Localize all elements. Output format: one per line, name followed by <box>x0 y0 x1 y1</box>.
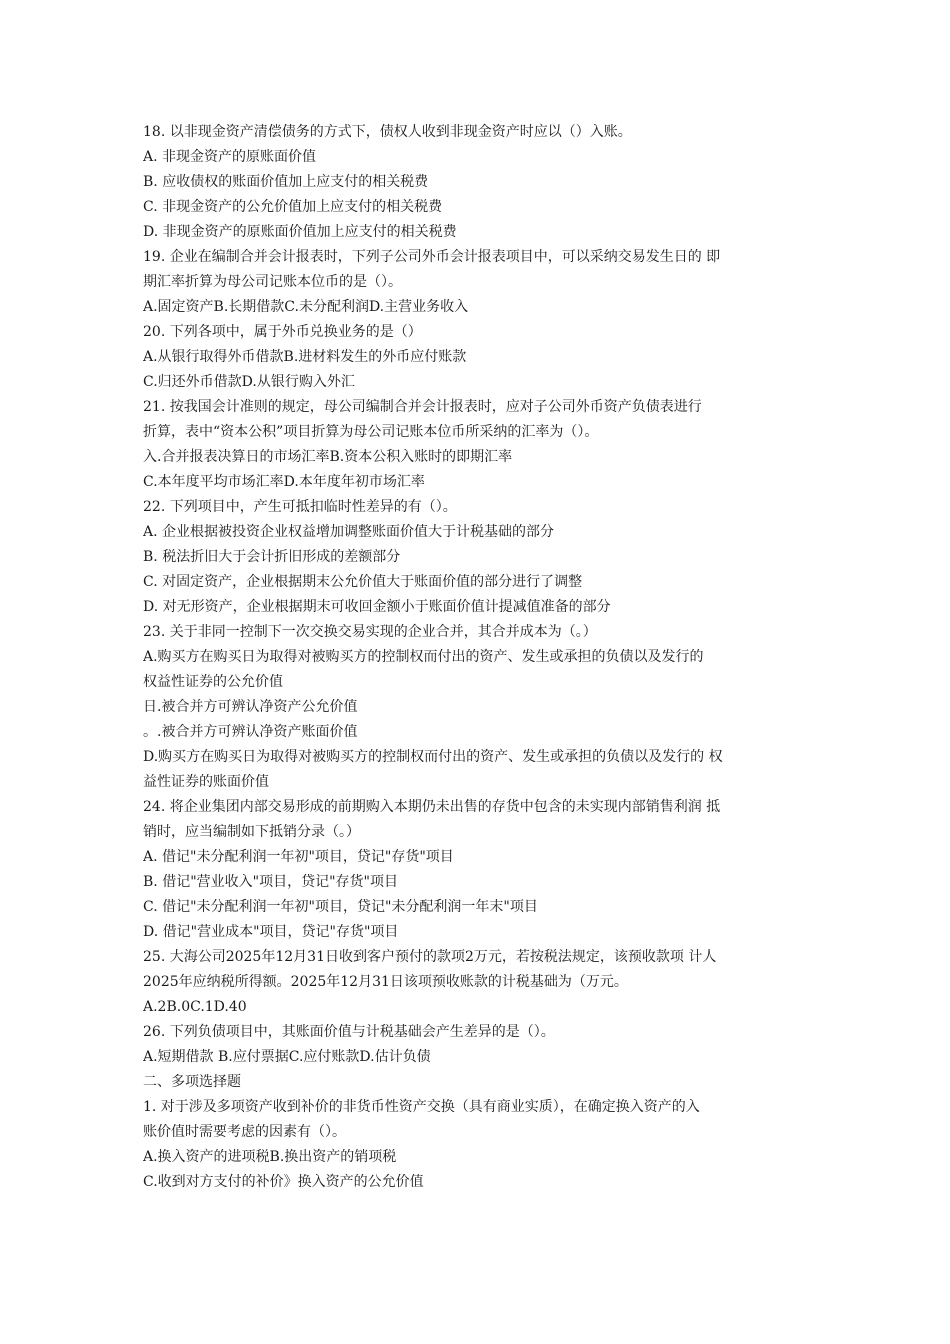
text-line: D. 借记"营业成本"项目，贷记"存货"项目 <box>143 924 399 940</box>
text-line: A. 非现金资产的原账面价值 <box>143 149 317 165</box>
text-line: C.收到对方支付的补价》换入资产的公允价值 <box>143 1174 424 1190</box>
text-line: C. 借记"未分配利润一年初"项目，贷记"未分配利润一年末"项目 <box>143 899 538 915</box>
text-line: C. 非现金资产的公允价值加上应支付的相关税费 <box>143 199 443 215</box>
text-line: B. 应收债权的账面价值加上应支付的相关税费 <box>143 174 429 190</box>
text-line: 期汇率折算为母公司记账本位币的是（）。 <box>143 274 402 290</box>
text-line: C.归还外币借款D.从银行购入外汇 <box>143 374 355 390</box>
text-line: A. 借记"未分配利润一年初"项目，贷记"存货"项目 <box>143 849 454 865</box>
text-line: 。.被合并方可辨认净资产账面价值 <box>143 724 358 740</box>
text-line: D. 非现金资产的原账面价值加上应支付的相关税费 <box>143 224 457 240</box>
text-line: B. 税法折旧大于会计折旧形成的差额部分 <box>143 549 401 565</box>
text-line: 账价值时需要考虑的因素有（）。 <box>143 1124 346 1140</box>
text-line: D.购买方在购买日为取得对被购买方的控制权而付出的资产、发生或承担的负债以及发行的 权 <box>143 749 723 765</box>
text-line: D. 对无形资产，企业根据期末可收回金额小于账面价值计提减值准备的部分 <box>143 599 611 615</box>
text-line: A.换入资产的进项税B.换出资产的销项税 <box>143 1149 397 1165</box>
document-body <box>143 120 810 1195</box>
text-line: 二、多项选择题 <box>143 1074 241 1090</box>
text-line: 销时，应当编制如下抵销分录（。） <box>143 824 360 840</box>
text-line: 2025年应纳税所得额。2025年12月31日该项预收账款的计税基础为（万元。 <box>143 974 628 990</box>
text-line: 19. 企业在编制合并会计报表时，下列子公司外币会计报表项目中，可以采纳交易发生日的 即 <box>143 249 721 265</box>
text-line: 日.被合并方可辨认净资产公允价值 <box>143 699 358 715</box>
text-line: A.2B.0C.1D.40 <box>143 999 247 1015</box>
text-line: A.固定资产B.长期借款C.未分配利润D.主营业务收入 <box>143 299 469 315</box>
text-line: 18. 以非现金资产清偿债务的方式下，债权人收到非现金资产时应以（）入账。 <box>143 124 632 140</box>
text-line: 入.合并报表决算日的市场汇率B.资本公积入账时的即期汇率 <box>143 449 513 465</box>
text-line: 21. 按我国会计准则的规定，母公司编制合并会计报表时，应对子公司外币资产负债表进行 <box>143 399 702 415</box>
text-line: 益性证券的账面价值 <box>143 774 269 790</box>
text-line: C.本年度平均市场汇率D.本年度年初市场汇率 <box>143 474 425 490</box>
text-line: 1. 对于涉及多项资产收到补价的非货币性资产交换（具有商业实质），在确定换入资产的入 <box>143 1099 700 1115</box>
text-line: A.短期借款 B.应付票据C.应付账款D.估计负债 <box>143 1049 431 1065</box>
text-line: A.购买方在购买日为取得对被购买方的控制权而付出的资产、发生或承担的负债以及发行的 <box>143 649 704 665</box>
text-line: 权益性证券的公允价值 <box>143 674 283 690</box>
text-line: 24. 将企业集团内部交易形成的前期购入本期仍未出售的存货中包含的未实现内部销售利润 抵 <box>143 799 721 815</box>
text-line: 26. 下列负债项目中，其账面价值与计税基础会产生差异的是（）。 <box>143 1024 555 1040</box>
text-line: 25. 大海公司2025年12月31日收到客户预付的款项2万元，若按税法规定，该预收款项 计人 <box>143 949 717 965</box>
text-line: A.从银行取得外币借款B.进材料发生的外币应付账款 <box>143 349 467 365</box>
text-line: 20. 下列各项中，属于外币兑换业务的是（） <box>143 324 422 340</box>
text-line: B. 借记"营业收入"项目，贷记"存货"项目 <box>143 874 398 890</box>
text-line: 折算，表中“资本公积”项目折算为母公司记账本位币所采纳的汇率为（）。 <box>143 424 599 440</box>
text-line: A. 企业根据被投资企业权益增加调整账面价值大于计税基础的部分 <box>143 524 555 540</box>
text-line: C. 对固定资产，企业根据期末公允价值大于账面价值的部分进行了调整 <box>143 574 583 590</box>
text-line: 23. 关于非同一控制下一次交换交易实现的企业合并，其合并成本为（。） <box>143 624 597 640</box>
text-line: 22. 下列项目中，产生可抵扣临时性差异的有（）。 <box>143 499 457 515</box>
